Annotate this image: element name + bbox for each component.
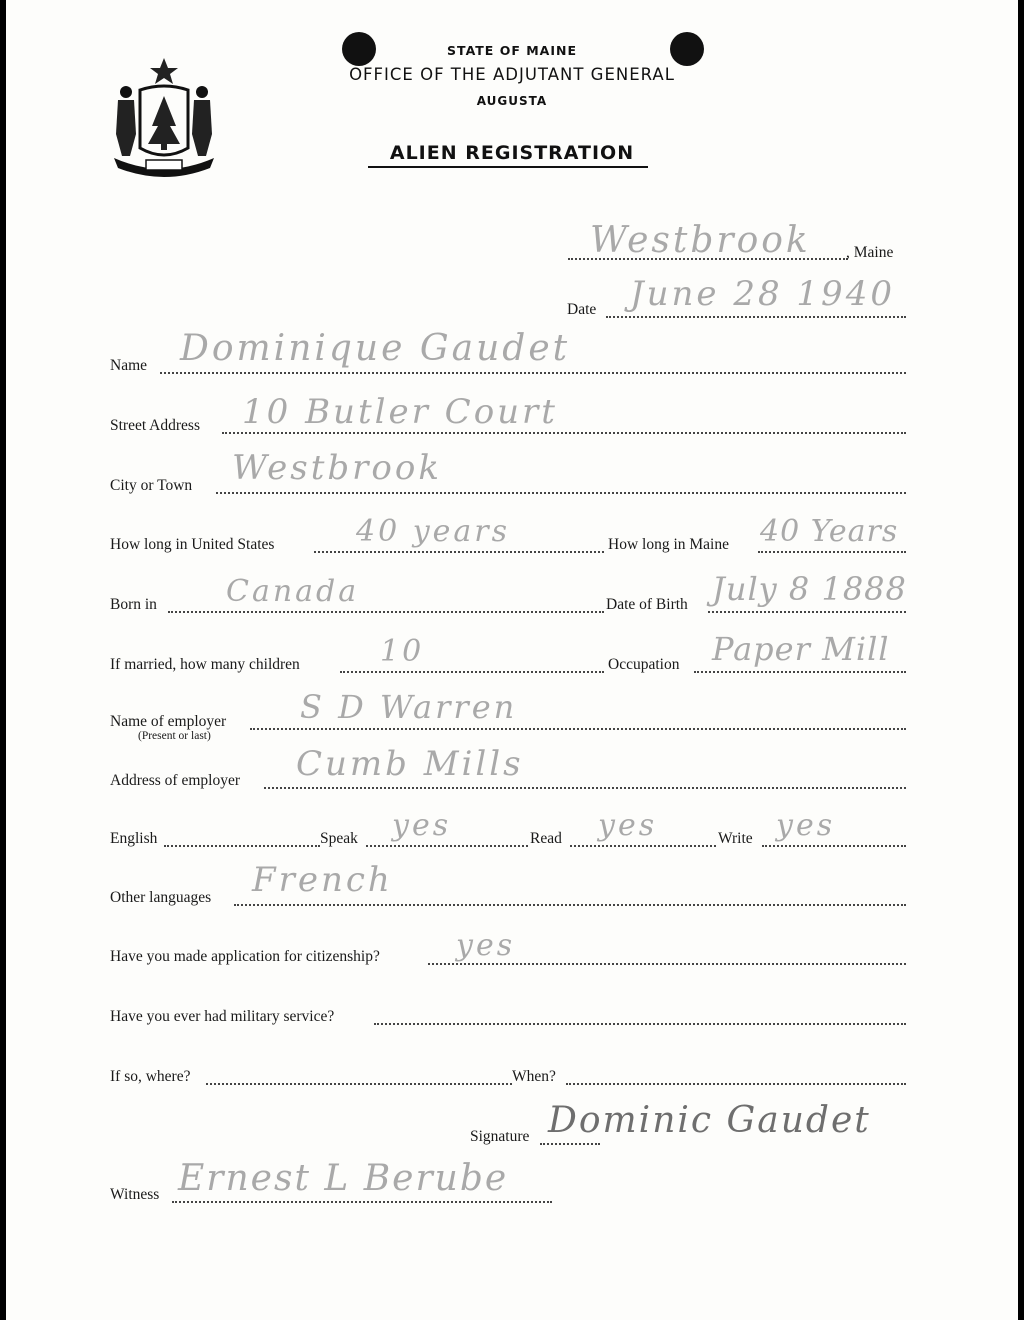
speak-value: yes — [392, 808, 452, 843]
military-label: Have you ever had military service? — [110, 1008, 335, 1025]
english-line — [164, 845, 320, 847]
city-line — [216, 492, 906, 494]
date-line — [606, 316, 906, 318]
write-value: yes — [776, 808, 836, 843]
city-heading: AUGUSTA — [476, 94, 548, 108]
signature-value: Dominic Gaudet — [548, 1100, 871, 1141]
occupation-label: Occupation — [608, 656, 680, 673]
children-label: If married, how many children — [110, 656, 300, 673]
us-time-label: How long in United States — [110, 536, 275, 553]
read-line — [570, 845, 716, 847]
title-underline — [368, 166, 648, 168]
dob-line — [708, 611, 906, 613]
citizenship-label: Have you made application for citizenship? — [110, 948, 380, 965]
town-label: , Maine — [846, 244, 894, 261]
occupation-value: Paper Mill — [712, 630, 890, 668]
street-label: Street Address — [110, 417, 200, 434]
employer-address-line — [264, 787, 906, 789]
employer-address-value: Cumb Mills — [296, 744, 524, 784]
employer-value: S D Warren — [300, 688, 518, 726]
witness-line — [172, 1201, 552, 1203]
military-line — [374, 1023, 906, 1025]
speak-label: Speak — [320, 830, 358, 847]
dob-value: July 8 1888 — [712, 570, 907, 608]
born-label: Born in — [110, 596, 157, 613]
read-value: yes — [598, 808, 658, 843]
name-label: Name — [110, 357, 148, 374]
signature-line — [540, 1143, 600, 1145]
date-value: June 28 1940 — [630, 274, 895, 314]
when-label: When? — [512, 1068, 556, 1085]
write-label: Write — [718, 830, 753, 847]
english-label: English — [110, 830, 158, 847]
children-value: 10 — [380, 634, 425, 669]
maine-time-line — [758, 551, 906, 553]
employer-label: Name of employer — [110, 713, 227, 730]
read-label: Read — [530, 830, 562, 847]
citizenship-line — [428, 963, 906, 965]
dob-label: Date of Birth — [606, 596, 688, 613]
employer-address-label: Address of employer — [110, 772, 240, 789]
city-value: Westbrook — [232, 448, 442, 488]
speak-line — [366, 845, 528, 847]
other-languages-value: French — [252, 860, 393, 900]
citizenship-value: yes — [456, 928, 516, 963]
born-line — [168, 611, 604, 613]
office-heading: OFFICE OF THE ADJUTANT GENERAL — [349, 65, 675, 84]
when-line — [566, 1083, 906, 1085]
state-heading: STATE OF MAINE — [447, 43, 577, 58]
signature-label: Signature — [470, 1128, 530, 1145]
witness-label: Witness — [110, 1186, 160, 1203]
other-languages-line — [234, 904, 906, 906]
town-value: Westbrook — [590, 220, 811, 261]
children-line — [340, 671, 604, 673]
employer-sublabel: (Present or last) — [138, 730, 211, 742]
street-line — [222, 432, 906, 434]
us-time-line — [314, 551, 604, 553]
where-label: If so, where? — [110, 1068, 191, 1085]
maine-time-label: How long in Maine — [608, 536, 729, 553]
occupation-line — [694, 671, 906, 673]
maine-time-value: 40 Years — [760, 514, 899, 549]
us-time-value: 40 years — [356, 514, 511, 549]
write-line — [762, 845, 906, 847]
town-line — [568, 258, 848, 260]
form-title: ALIEN REGISTRATION — [389, 142, 635, 164]
name-value: Dominique Gaudet — [180, 328, 571, 369]
born-value: Canada — [226, 574, 360, 609]
date-label: Date — [567, 301, 597, 318]
street-value: 10 Butler Court — [242, 392, 558, 432]
witness-value: Ernest L Berube — [178, 1158, 509, 1199]
where-line — [206, 1083, 512, 1085]
employer-line — [250, 728, 906, 730]
other-languages-label: Other languages — [110, 889, 212, 906]
name-line — [160, 372, 906, 374]
city-label: City or Town — [110, 477, 193, 494]
